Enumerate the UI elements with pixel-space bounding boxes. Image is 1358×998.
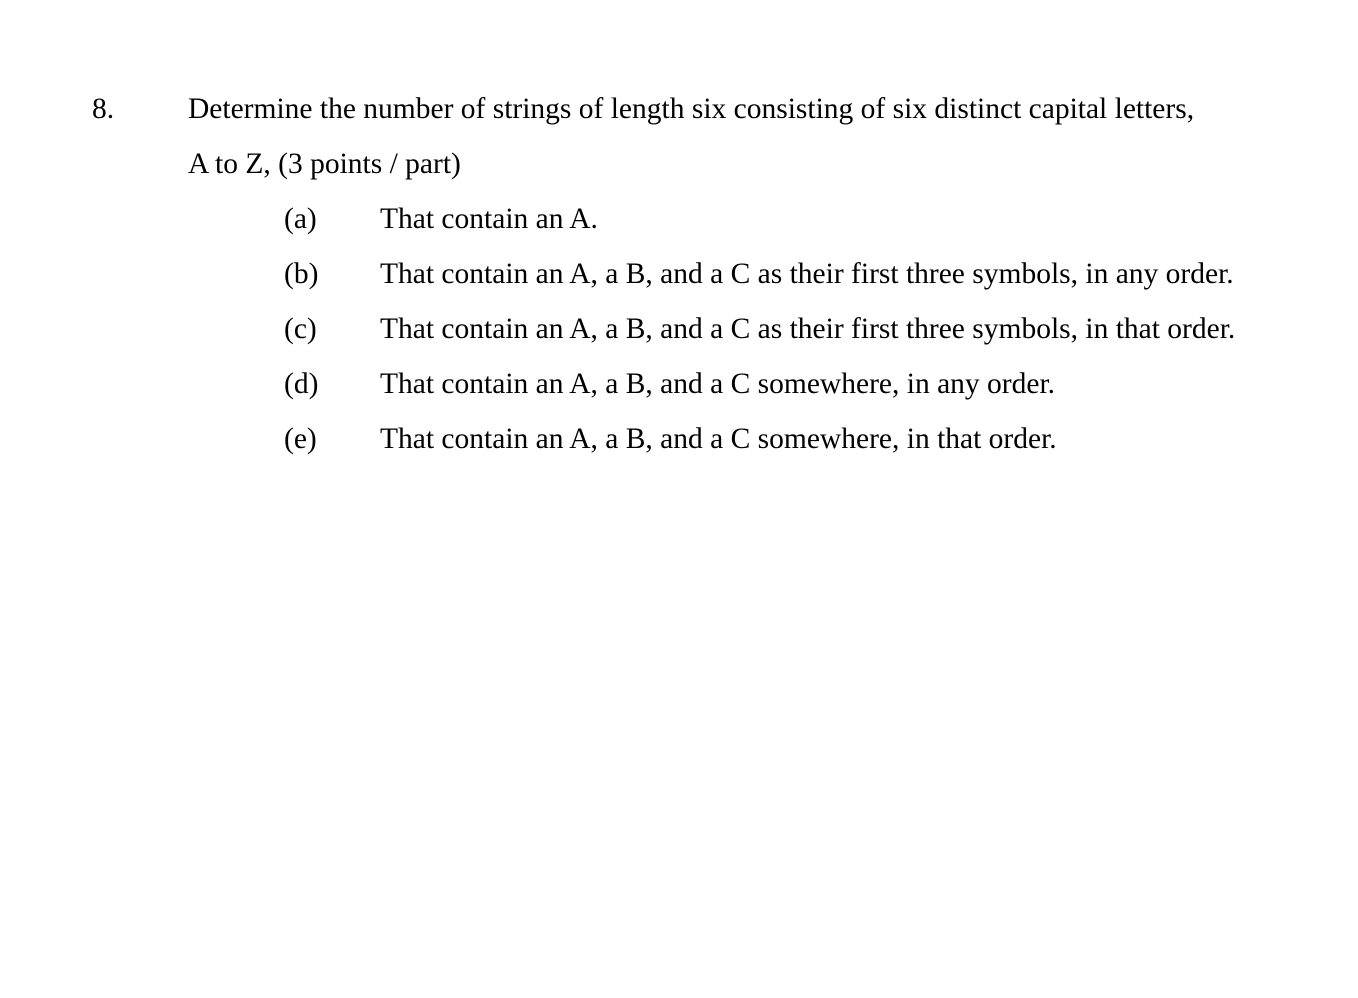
- part-label: (a): [284, 203, 317, 235]
- part-text: That contain an A, a B, and a C somewhere, in any order.: [380, 368, 1056, 400]
- question-parts: [92, 192, 1332, 467]
- question-8: [92, 82, 1332, 467]
- part-d: [92, 357, 1332, 412]
- part-text: That contain an A, a B, and a C somewhere, in that order.: [380, 423, 1057, 455]
- part-c: [92, 302, 1332, 357]
- part-b: [92, 247, 1332, 302]
- part-label: (b): [284, 258, 319, 290]
- question-stem: Determine the number of strings of length six consisting of six distinct capital letters, A to Z, (3 points / part): [188, 93, 1195, 180]
- part-e: [92, 412, 1332, 467]
- part-label: (c): [284, 313, 317, 345]
- part-a: [92, 192, 1332, 247]
- part-text: That contain an A, a B, and a C as their first three symbols, in any order.: [380, 258, 1234, 290]
- part-text: That contain an A, a B, and a C as their first three symbols, in that order.: [380, 313, 1236, 345]
- question-number: 8.: [92, 93, 115, 125]
- part-label: (e): [284, 423, 317, 455]
- part-label: (d): [284, 368, 319, 400]
- part-text: That contain an A.: [380, 203, 598, 235]
